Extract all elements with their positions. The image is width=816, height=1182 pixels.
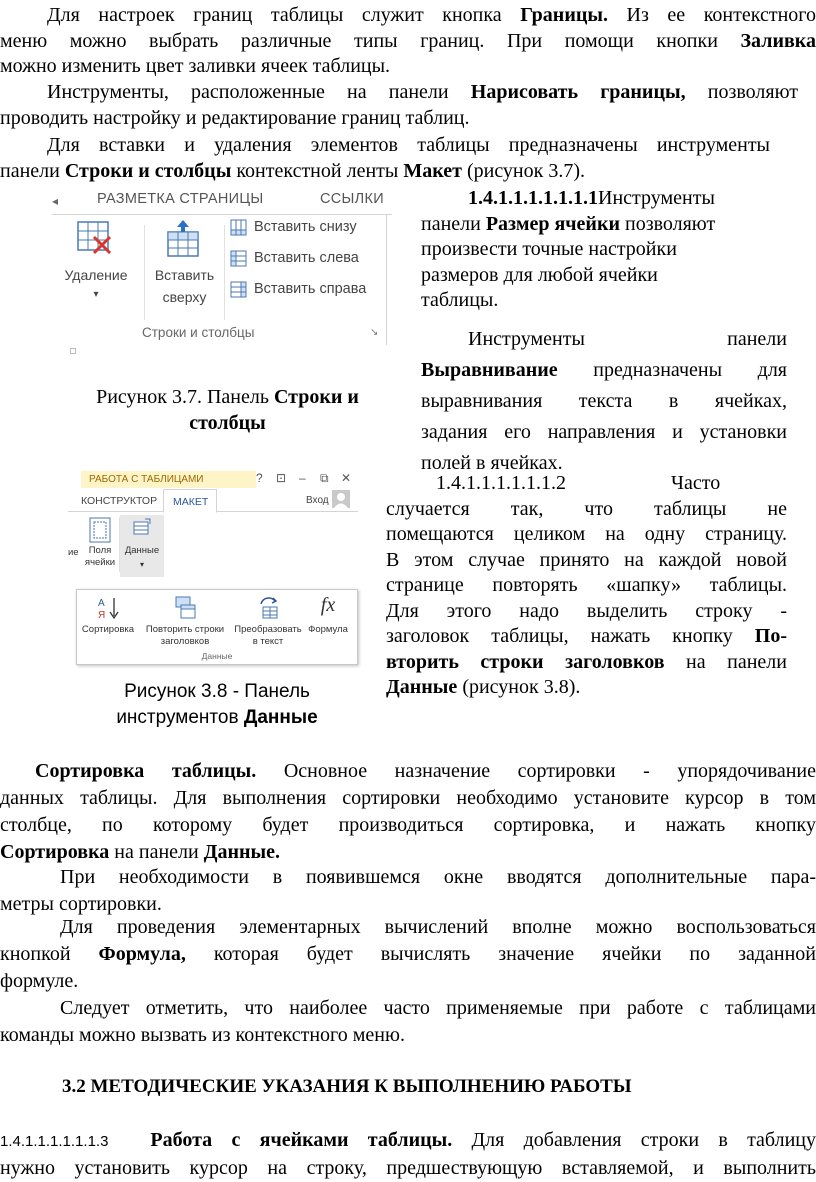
paragraph-cell-size: [421, 186, 787, 314]
ribbon-tab-bar: [68, 489, 358, 512]
insert-right-button[interactable]: [228, 279, 383, 301]
figure-rows-columns-panel: [52, 188, 392, 353]
data-label: Данные: [124, 545, 160, 556]
cell-margins-icon: [89, 517, 111, 543]
text-line: заголовок таблицы, нажать кнопку По-: [386, 625, 787, 647]
convert-to-text-icon: [257, 596, 281, 620]
dropdown-arrow-icon: ▾: [139, 560, 144, 569]
cell-margins-button[interactable]: [82, 515, 118, 575]
avatar[interactable]: [332, 490, 350, 508]
convert-to-text-button[interactable]: [233, 594, 303, 652]
delete-table-icon: [76, 219, 114, 257]
formula-icon: fx: [320, 594, 336, 616]
insert-right-icon: [230, 281, 248, 299]
text-line: Для этого надо выделить строку -: [386, 599, 787, 622]
sort-icon: [98, 596, 120, 620]
ribbon-tab-bar: [52, 188, 392, 215]
text-line: произвести точные настройки: [421, 238, 677, 260]
paragraph-sorting: [0, 758, 816, 866]
ribbon-group-rows-columns: [52, 215, 387, 345]
formula-button[interactable]: [303, 594, 353, 644]
text-line: Сортировка на панели Данные.: [0, 841, 281, 863]
delete-label: Удаление: [64, 267, 128, 283]
text-line: выравнивания текста в ячейках,: [421, 390, 787, 412]
tab-page-layout[interactable]: РАЗМЕТКА СТРАНИЦЫ: [97, 191, 264, 207]
caption-figure-3-8: Рисунок 3.8 - Панель инструментов Данные: [116, 681, 318, 728]
insert-above-button[interactable]: [147, 215, 222, 320]
scroll-left-icon: ◂: [52, 194, 59, 208]
data-dropdown-panel: [76, 589, 358, 665]
caption-figure-3-7: Рисунок 3.7. Панель Строки и столбцы: [96, 386, 359, 434]
text-line: Для вставки и удаления элементов таблицы предназначены инструменты: [47, 134, 770, 156]
text-line: помещаются целиком на одну страницу.: [386, 523, 787, 545]
text-line: Для настроек границ таблицы служит кнопка Границы. Из ее контекстного: [47, 4, 816, 26]
paragraph-repeat-headers: [386, 471, 787, 701]
text-line: панели Строки и столбцы контекстной ленты Макет (рисунок 3.7).: [0, 159, 586, 182]
text-line: формуле.: [0, 970, 79, 992]
convert-to-text-label-2: в текст: [252, 636, 284, 647]
text-line: Инструменты панели: [468, 328, 787, 350]
insert-below-label: Вставить снизу: [254, 219, 357, 235]
tab-layout[interactable]: [163, 489, 217, 513]
svg-text:А: А: [98, 598, 105, 609]
repeat-header-rows-button[interactable]: [139, 594, 231, 652]
user-icon: [332, 490, 350, 508]
paragraph-formula: [0, 914, 816, 995]
text-line: панели Размер ячейки позволяют: [421, 212, 716, 235]
insert-left-button[interactable]: [228, 248, 378, 270]
context-tab-title: РАБОТА С ТАБЛИЦАМИ: [81, 471, 256, 488]
insert-right-label: Вставить справа: [254, 281, 367, 297]
formula-label: Формула: [308, 624, 348, 635]
convert-to-text-label-1: Преобразовать: [234, 624, 302, 635]
insert-above-label-2: сверху: [162, 289, 207, 305]
text-line: 1.4.1.1.1.1.1.1.1Инструменты: [468, 187, 715, 209]
insert-above-icon: [165, 219, 203, 259]
text-line: В этом случае принято на каждой новой: [386, 548, 787, 571]
text-line: Следует отметить, что наиболее часто применяемые при работе с таблицами: [60, 997, 816, 1019]
restore-icon[interactable]: ⧉: [320, 471, 329, 485]
dropdown-arrow-icon: ▾: [93, 289, 99, 300]
text-line: метры сортировки.: [0, 893, 162, 915]
divider: [144, 225, 145, 320]
tab-layout-label: МАКЕТ: [173, 496, 209, 508]
sort-button[interactable]: [79, 594, 137, 644]
text-line: нужно установить курсор на строку, предшествующую вставляемой, и выполнить: [0, 1157, 816, 1179]
text-line: Для проведения элементарных вычислений вполне можно воспользоваться: [60, 916, 816, 938]
sign-in-link[interactable]: Вход: [306, 495, 329, 506]
close-icon[interactable]: ✕: [341, 471, 352, 485]
figure-data-panel: [68, 467, 358, 667]
cell-margins-label-2: ячейки: [84, 557, 116, 568]
text-line: задания его направления и установки: [421, 421, 787, 443]
text-line: столбце, по которому будет производиться сортировка, и нажать кнопку: [0, 814, 816, 836]
text-line: размеров для любой ячейки: [421, 263, 658, 286]
text-line: случается так, что таблицы не: [386, 497, 787, 520]
text-line: полей в ячейках.: [421, 452, 563, 474]
cell-margins-label-1: Поля: [88, 545, 112, 556]
text-line: Данные (рисунок 3.8).: [386, 676, 581, 698]
text-line: таблицы.: [421, 289, 499, 311]
text-line: проводить настройку и редактирование границ таблиц.: [0, 106, 470, 129]
paragraph-rows-columns: [0, 133, 770, 184]
repeat-header-rows-label-1: Повторить строки: [145, 624, 225, 635]
insert-below-icon: [230, 219, 248, 237]
paragraph-alignment: [421, 324, 787, 479]
tab-constructor[interactable]: КОНСТРУКТОР: [81, 495, 158, 507]
sort-label: Сортировка: [81, 624, 135, 635]
text-line: 1.4.1.1.1.1.1.1.3 Работа с ячейками таблицы. Для добавления строки в таблицу: [0, 1129, 816, 1151]
text-line: меню можно выбрать различные типы границ. При помощи кнопки Заливка: [0, 29, 816, 52]
ribbon-collapse-marker: [70, 348, 76, 354]
insert-below-button[interactable]: [228, 217, 378, 239]
minimize-icon[interactable]: –: [299, 471, 306, 485]
truncated-label: ие: [68, 547, 79, 558]
text-line: вторить строки заголовков на панели: [386, 650, 787, 673]
paragraph-borders: [0, 3, 816, 80]
tab-references[interactable]: ССЫЛКИ: [320, 191, 384, 207]
insert-left-icon: [230, 250, 248, 268]
repeat-header-rows-icon: [175, 596, 197, 620]
text-line: Выравнивание предназначены для: [421, 359, 787, 381]
group-label-data: Данные: [201, 651, 233, 661]
svg-text:Я: Я: [98, 610, 106, 620]
paragraph-context-menu: [0, 995, 816, 1049]
divider: [224, 225, 225, 320]
ribbon-display-icon[interactable]: ⊡: [276, 471, 287, 485]
insert-above-label-1: Вставить: [154, 267, 215, 283]
data-icon: [133, 518, 151, 536]
paragraph-cells: [0, 1127, 816, 1182]
data-button[interactable]: [120, 515, 164, 577]
text-line: странице повторять «шапку» таблицы.: [386, 574, 787, 596]
group-label-rows-columns: Строки и столбцы: [142, 325, 255, 340]
repeat-header-rows-label-2: заголовков: [160, 636, 210, 647]
insert-left-label: Вставить слева: [254, 250, 359, 266]
text-line: Инструменты, расположенные на панели Нарисовать границы, позволяют: [47, 81, 798, 103]
delete-button[interactable]: [52, 215, 140, 315]
text-line: можно изменить цвет заливки ячеек таблицы.: [0, 55, 391, 77]
text-line: данных таблицы. Для выполнения сортировки необходимо установите курсор в том: [0, 787, 816, 809]
help-icon[interactable]: ?: [256, 471, 263, 485]
text-line: При необходимости в появившемся окне вводятся дополнительные пара-: [60, 866, 816, 888]
paragraph-draw-borders: [0, 80, 798, 131]
paragraph-sort-params: [0, 864, 816, 918]
text-line: Сортировка таблицы. Основное назначение сортировки - упорядочивание: [35, 760, 816, 782]
text-line: команды можно вызвать из контекстного меню.: [0, 1024, 405, 1046]
dialog-launcher-icon[interactable]: ↘: [370, 327, 379, 338]
section-heading: 3.2 МЕТОДИЧЕСКИЕ УКАЗАНИЯ К ВЫПОЛНЕНИЮ РАБОТЫ: [62, 1076, 632, 1097]
text-line: кнопкой Формула, которая будет вычислять значение ячейки по заданной: [0, 943, 816, 965]
text-line: 1.4.1.1.1.1.1.1.2 Часто: [436, 472, 721, 494]
